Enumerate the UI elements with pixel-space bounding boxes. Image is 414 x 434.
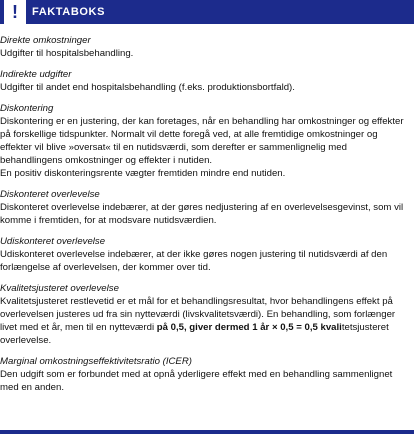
entry-direkte-omkostninger [0, 34, 412, 60]
entry-term: Indirekte udgifter [0, 69, 72, 80]
entry-diskontering [0, 102, 412, 180]
faktaboks-content [0, 34, 412, 402]
entry-term: Kvalitetsjusteret overlevelse [0, 283, 119, 294]
entry-definition-paragraph: Diskontering er en justering, der kan foretages, når en behandling har omkostninger og effekter på forskellige tidspunkter. Normalt vil dette foregå ved, at alle fremtidige omkostninger og effekter vil blive »oversat« til en nutidsværdi, som derefter er sammenlignelig med behandlingens omkostninger og effekter i nutiden. [0, 116, 404, 166]
entry-udiskonteret-overlevelse [0, 235, 412, 274]
entry-definition: Udgifter til andet end hospitalsbehandling (f.eks. produktionsbortfald). [0, 82, 295, 93]
definition-bold-text: på 0,5, giver dermed 1 år × 0,5 = 0,5 kvali [156, 322, 342, 333]
entry-icer [0, 355, 412, 394]
entry-kvalitetsjusteret-overlevelse [0, 282, 412, 347]
entry-term: Direkte omkostninger [0, 35, 91, 46]
entry-definition [0, 295, 412, 347]
faktaboks-title: FAKTABOKS [32, 6, 106, 18]
exclamation-glyph: ! [12, 2, 18, 22]
entry-term: Udiskonteret overlevelse [0, 236, 106, 247]
entry-term: Marginal omkostningseffektivitetsratio (ICER) [0, 356, 192, 367]
definition-text: Kvalitetsjusteret restlevetid er et mål for et behandlingsresultat, hvor behandlingens effekt på overlevelsen justeres ud fra sin nytteværdi (livskvalitetsværdi). En behandling, som forlænger livet med et år, men til en nytteværdi [0, 296, 396, 333]
entry-definition: Diskonteret overlevelse indebærer, at der gøres nedjustering af en overlevelsesgevinst, som vil komme i fremtiden, for at modsvare nutidsværdien. [0, 202, 404, 226]
exclamation-icon [4, 0, 26, 24]
entry-indirekte-udgifter [0, 68, 412, 94]
faktaboks-header [0, 0, 414, 24]
entry-definition [0, 115, 412, 180]
entry-term: Diskonteret overlevelse [0, 189, 100, 200]
entry-diskonteret-overlevelse [0, 188, 412, 227]
entry-definition: Udgifter til hospitalsbehandling. [0, 48, 134, 59]
definition-text: tetsjusteret overlevelse. [0, 322, 389, 346]
entry-definition: Udiskonteret overlevelse indebærer, at der ikke gøres nogen justering til nutidsværdi af den forlængelse af overlevelsen, der kommer over tid. [0, 249, 388, 273]
entry-term: Diskontering [0, 103, 54, 114]
entry-definition-paragraph: En positiv diskonteringsrente vægter fremtiden mindre end nutiden. [0, 168, 286, 179]
entry-definition: Den udgift som er forbundet med at opnå yderligere effekt med en behandling sammenlignet med en anden. [0, 369, 393, 393]
bottom-rule [0, 430, 414, 434]
